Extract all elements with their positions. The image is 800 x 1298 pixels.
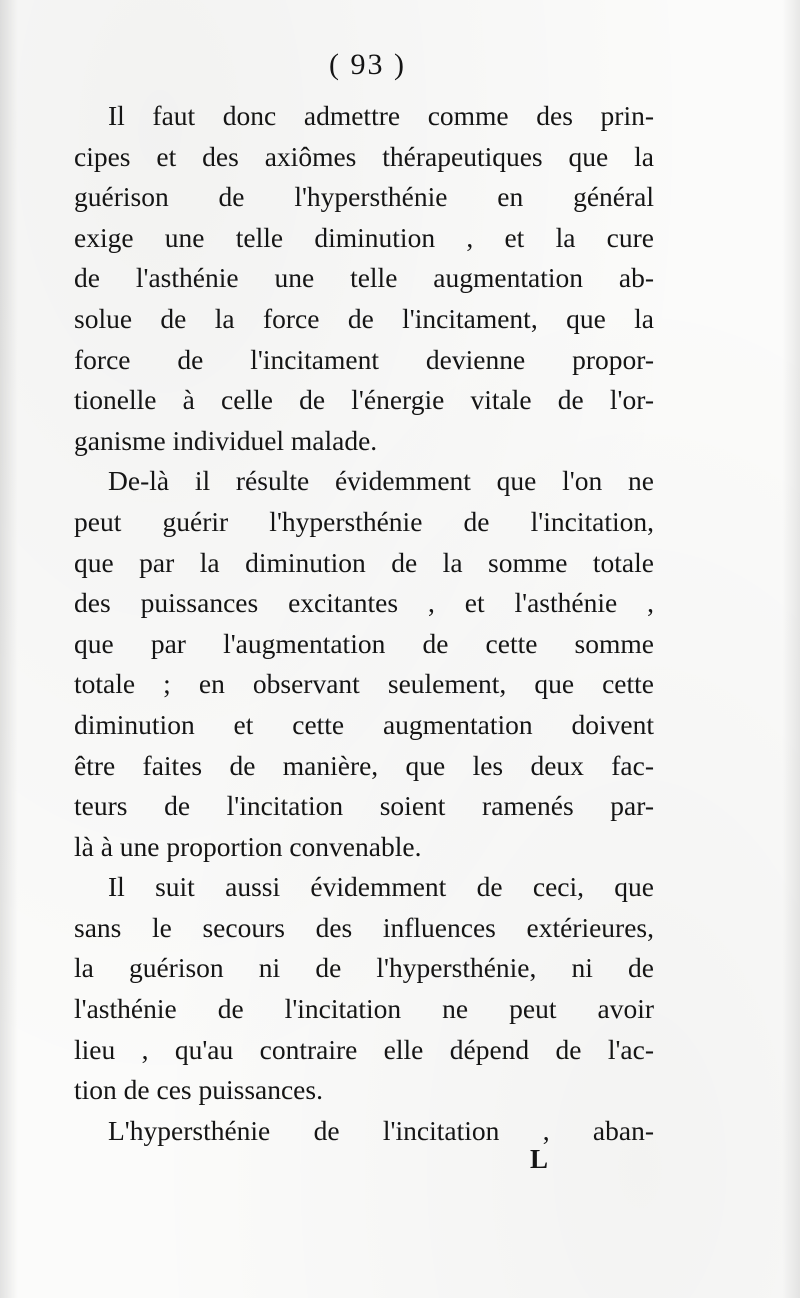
text-line: là à une proportion convenable. xyxy=(74,830,422,862)
page-left-edge-shadow xyxy=(0,0,18,1298)
text-line: exige une telle diminution , et la cure xyxy=(74,221,654,253)
text-line: totale ; en observant seulement, que cette xyxy=(74,668,654,700)
text-line: force de l'incitament devienne propor- xyxy=(74,343,654,375)
text-line: solue de la force de l'incitament, que la xyxy=(74,302,654,334)
text-line: guérison de l'hypersthénie en général xyxy=(74,181,654,213)
text-line: que par l'augmentation de cette somme xyxy=(74,627,654,659)
text-line: De-là il résulte évidemment que l'on ne xyxy=(108,465,654,497)
text-line: la guérison ni de l'hypersthénie, ni de xyxy=(74,952,654,984)
text-line: l'asthénie de l'incitation ne peut avoir xyxy=(74,993,654,1025)
text-line: des puissances excitantes , et l'asthénie , xyxy=(74,587,654,619)
text-line: lieu , qu'au contraire elle dépend de l'ac- xyxy=(74,1033,654,1065)
text-line: diminution et cette augmentation doivent xyxy=(74,708,654,740)
text-line: Il faut donc admettre comme des prin- xyxy=(108,100,654,131)
text-line: cipes et des axiômes thérapeutiques que la xyxy=(74,140,654,172)
page-number: ( 93 ) xyxy=(329,48,406,81)
text-line: de l'asthénie une telle augmentation ab- xyxy=(74,262,654,294)
body-text xyxy=(74,96,654,1151)
catchword: L xyxy=(530,1144,549,1174)
text-line: teurs de l'incitation soient ramenés par- xyxy=(74,790,654,822)
text-line: ganisme individuel malade. xyxy=(74,424,378,456)
page-right-edge-shadow xyxy=(782,0,800,1298)
text-line: peut guérir l'hypersthénie de l'incitation, xyxy=(74,505,654,537)
text-line: L'hypersthénie de l'incitation , aban- xyxy=(108,1114,654,1146)
text-line: tionelle à celle de l'énergie vitale de l'or- xyxy=(74,384,654,416)
text-line: tion de ces puissances. xyxy=(74,1074,323,1106)
text-line: être faites de manière, que les deux fac- xyxy=(74,749,654,781)
text-line: sans le secours des influences extérieures, xyxy=(74,911,654,943)
text-line: que par la diminution de la somme totale xyxy=(74,546,654,578)
text-line: Il suit aussi évidemment de ceci, que xyxy=(108,871,654,903)
